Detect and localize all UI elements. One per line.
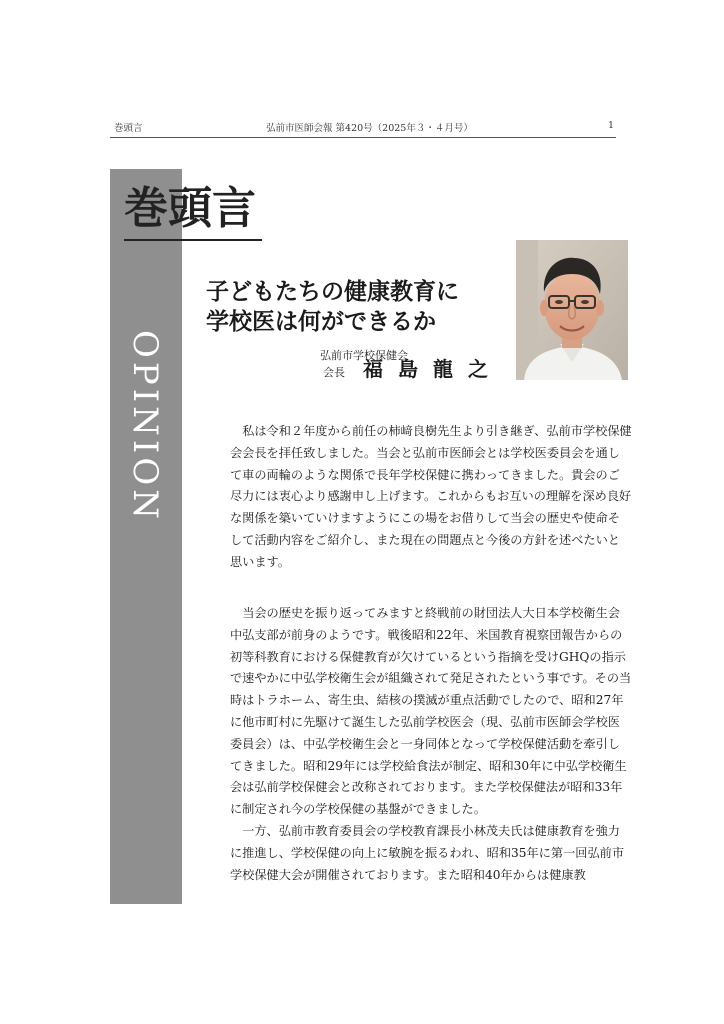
page-header [110,120,616,136]
author-name-char: 島 [398,357,418,381]
author-name-char: 之 [468,357,488,381]
column-title-underline [124,239,262,241]
author-organization: 弘前市学校保健会 [320,349,408,362]
header-rule [110,137,616,138]
article-title-line-1: 子どもたちの健康教育に [206,278,459,305]
column-title: 巻頭言 [124,183,256,234]
author-photo [516,240,628,380]
paragraph: 一方、弘前市教育委員会の学校教育課長小林茂夫氏は健康教育を強力に推進し、学校保健の向上に敏腕を振るわれ、昭和35年に第一回弘前市学校保健大会が開催されております。また昭和40年からは健康教 [230,823,625,882]
body-section-1 [230,421,632,574]
header-publication: 弘前市医師会報 第420号（2025年３・４月号） [266,123,473,134]
article-title [206,277,506,337]
side-bar [110,169,182,904]
body-section-2 [230,603,632,886]
author-name-char: 龍 [433,357,453,381]
paragraph: 私は令和２年度から前任の柿﨑良樹先生より引き継ぎ、弘前市学校保健会会長を拝任致しました。当会と弘前市医師会とは学校医委員会を通して車の両輪のような関係で長年学校保健に携わってきました。貴会のご尽力には衷心より感謝申し上げます。これからもお互いの理解を深め良好な関係を築いていけますようにこの場をお借りして当会の歴史や使命そして活動内容をご紹介し、また現在の問題点と今後の方針を述べたいと思います。 [230,424,632,569]
page-number: 1 [607,120,614,131]
author-name [363,356,503,382]
author-role: 会長 [323,366,345,379]
article-title-line-2: 学校医は何ができるか [206,308,436,335]
author-name-char: 福 [363,357,383,381]
paragraph: 当会の歴史を振り返ってみますと終戦前の財団法人大日本学校衛生会中弘支部が前身のようです。戦後昭和22年、米国教育視察団報告からの初等科教育における保健教育が欠けているという指摘を受けGHQの指示で速やかに中弘学校衛生会が組織されて発足されたという事です。その当時はトラホーム、寄生虫、結核の撲滅が重点活動でしたので、昭和27年に他市町村に先駆けて誕生した弘前学校医会（現、弘前市医師会学校医委員会）は、中弘学校衛生会と一身同体となって学校保健活動を牽引してきました。昭和29年には学校給食法が制定、昭和30年に中弘学校衛生会は弘前学校保健会と改称されております。また学校保健法が昭和33年に制定され今の学校保健の基盤ができました。 [230,606,632,817]
header-section: 巻頭言 [114,123,143,134]
opinion-label: OPINION [125,330,165,523]
